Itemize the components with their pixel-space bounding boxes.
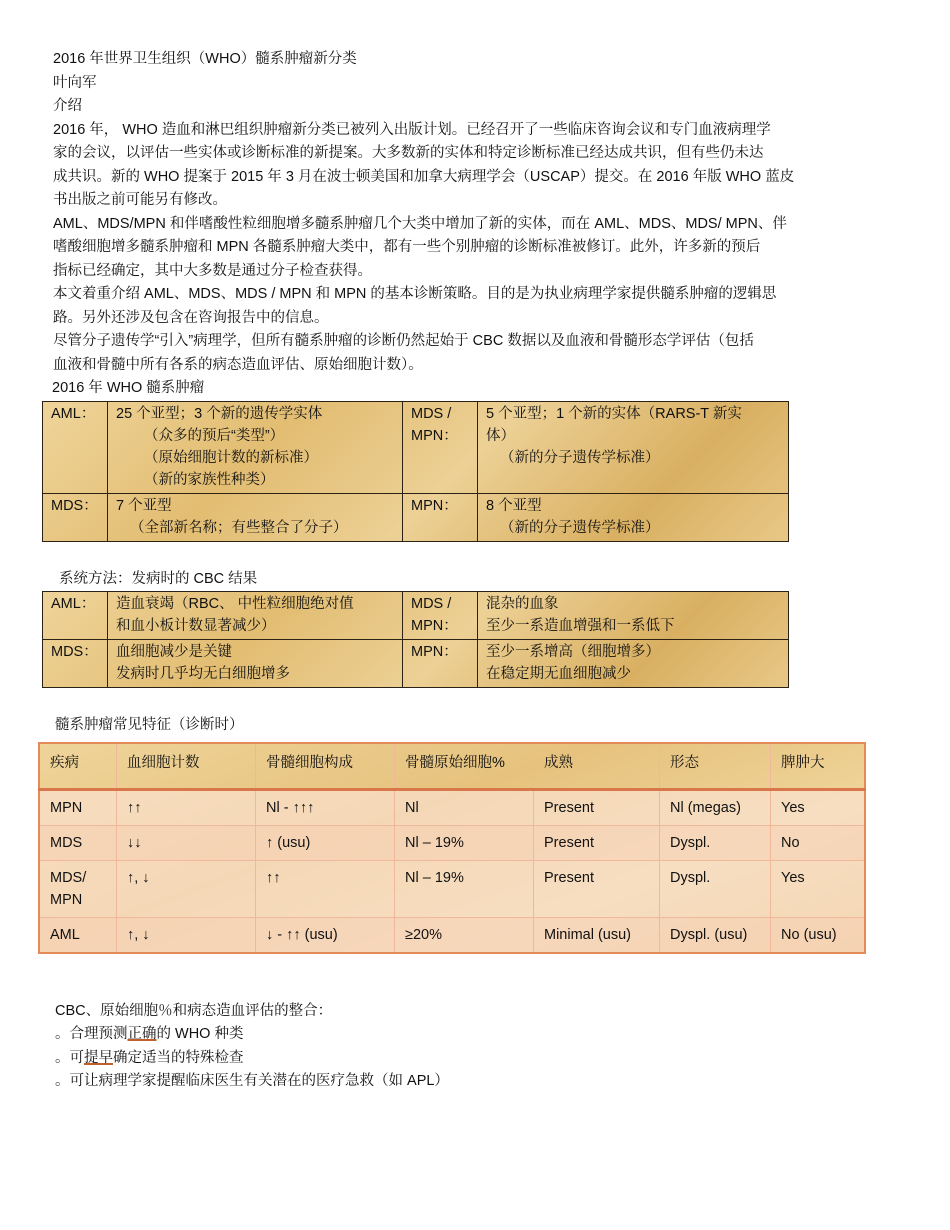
bullet-text: 的 WHO 种类	[156, 1026, 244, 1042]
table-cell: ≥20%	[395, 917, 534, 953]
summary-bullet-2	[55, 1047, 898, 1071]
document-page	[50, 48, 898, 1094]
table-row	[39, 917, 865, 953]
table-cell: Yes	[771, 860, 866, 917]
cbc-approach-table	[42, 591, 789, 688]
cell-line: 和血小板计数显著减少）	[116, 618, 276, 634]
features-table	[38, 742, 866, 954]
cell-line: （众多的预后“类型”）	[144, 427, 285, 444]
para2-line3: 指标已经确定，其中大多数是通过分子检查获得。	[53, 262, 372, 279]
table-cell: ↑↑	[117, 789, 256, 825]
table1-mpn-label: MPN：	[403, 493, 478, 541]
who-classification-table	[42, 401, 789, 542]
para2-line2: 嗜酸细胞增多髓系肿瘤和 MPN 各髓系肿瘤大类中，都有一些个别肿瘤的诊断标准被修订。此外，许多新的预后	[53, 239, 761, 255]
cell-line: 混杂的血象	[486, 596, 559, 612]
cell-line: 至少一系增高（细胞增多）	[486, 644, 660, 660]
table-cell: Nl - ↑↑↑	[256, 789, 395, 825]
para1-line1: 2016 年， WHO 造血和淋巴组织肿瘤新分类已被列入出版计划。已经召开了一些临床咨询会议和专门血液病理学	[53, 121, 771, 138]
table-cell: ↑ (usu)	[256, 825, 395, 860]
cell-line: MDS /	[411, 596, 452, 612]
bullet-text: 。合理预测	[55, 1026, 128, 1042]
table-cell: AML	[39, 917, 117, 953]
table-cell: Present	[534, 825, 660, 860]
table2-aml-label: AML：	[43, 592, 108, 640]
table1-mdsmpn-cell	[478, 401, 789, 493]
bullet-text: 确定适当的特殊检查	[113, 1049, 244, 1066]
table-cell: Nl (megas)	[660, 789, 771, 825]
para1-line4: 书出版之前可能另有修改。	[53, 192, 227, 208]
table-cell: MDS/ MPN	[39, 860, 117, 917]
table1-caption: 2016 年 WHO 髓系肿瘤	[52, 380, 205, 396]
para4-line2: 血液和骨髓中所有各系的病态造血评估、原始细胞计数）。	[53, 356, 423, 373]
table-cell: Dyspl. (usu)	[660, 917, 771, 953]
cell-line: 发病时几乎均无白细胞增多	[116, 666, 290, 682]
cell-line: MPN：	[411, 618, 458, 634]
col-header: 脾肿大	[771, 743, 866, 790]
paragraph-4	[53, 330, 898, 377]
table1-mds-label: MDS：	[43, 493, 108, 541]
summary-bullet-1	[55, 1023, 898, 1047]
cell-line: （原始细胞计数的新标准）	[144, 449, 318, 466]
para3-line1: 本文着重介绍 AML、MDS、MDS / MPN 和 MPN 的基本诊断策略。目的是为执业病理学家提供髓系肿瘤的逻辑思	[53, 286, 777, 302]
paragraph-2	[53, 213, 898, 284]
para1-line3: 成共识。新的 WHO 提案于 2015 年 3 月在波士顿美国和加拿大病理学会（USCAP）提交。在 2016 年版 WHO 蓝皮	[53, 168, 795, 185]
table-cell: ↓↓	[117, 825, 256, 860]
table-cell: ↑, ↓	[117, 917, 256, 953]
doc-author: 叶向军	[53, 74, 97, 91]
col-header: 形态	[660, 743, 771, 790]
table2-mds-cell	[108, 640, 403, 688]
summary-bullet-3: 。可让病理学家提醒临床医生有关潜在的医疗急救（如 APL）	[55, 1073, 449, 1089]
table-cell: Present	[534, 860, 660, 917]
table2-mdsmpn-cell	[478, 592, 789, 640]
intro-heading: 介绍	[53, 98, 82, 114]
cell-line: MDS /	[411, 405, 452, 422]
table-cell: ↑, ↓	[117, 860, 256, 917]
table1-aml-cell	[108, 401, 403, 493]
para4-line1: 尽管分子遗传学“引入”病理学，但所有髓系肿瘤的诊断仍然起始于 CBC 数据以及血液和骨髓形态学评估（包括	[53, 333, 754, 349]
table-row	[39, 789, 865, 825]
para3-line2: 路。另外还涉及包含在咨询报告中的信息。	[53, 309, 329, 326]
table1-aml-label: AML：	[43, 401, 108, 493]
table1-mds-cell	[108, 493, 403, 541]
table-cell: Dyspl.	[660, 825, 771, 860]
table-row	[43, 493, 789, 541]
table-row	[39, 825, 865, 860]
table2-aml-cell	[108, 592, 403, 640]
paragraph-1	[53, 119, 898, 213]
table-cell: No (usu)	[771, 917, 866, 953]
cell-line: 在稳定期无血细胞减少	[486, 666, 631, 682]
table-cell: Nl	[395, 789, 534, 825]
cell-line: （新的分子遗传学标准）	[500, 449, 660, 466]
table-cell: Nl – 19%	[395, 860, 534, 917]
cell-line: 至少一系造血增强和一系低下	[486, 618, 675, 634]
table-cell: Nl – 19%	[395, 825, 534, 860]
paragraph-3	[53, 283, 898, 330]
table2-mdsmpn-label	[403, 592, 478, 640]
table1-mdsmpn-label	[403, 401, 478, 493]
para2-line1: AML、MDS/MPN 和伴嗜酸性粒细胞增多髓系肿瘤几个大类中增加了新的实体，而在 AML、MDS、MDS/ MPN、伴	[53, 215, 787, 232]
table-cell: Present	[534, 789, 660, 825]
table-row	[43, 401, 789, 493]
table-cell: MPN	[39, 789, 117, 825]
table2-caption: 系统方法：发病时的 CBC 结果	[59, 570, 258, 587]
table-row	[43, 592, 789, 640]
col-header: 骨髓细胞构成	[256, 743, 395, 790]
table-cell: Dyspl.	[660, 860, 771, 917]
cell-line: MPN：	[411, 427, 458, 444]
cell-line: 血细胞减少是关键	[116, 644, 232, 660]
table2-mpn-cell	[478, 640, 789, 688]
cell-line: 5 个亚型；1 个新的实体（RARS-T 新实	[486, 405, 742, 422]
col-header: 成熟	[534, 743, 660, 790]
cell-line: 8 个亚型	[486, 497, 542, 514]
cell-line: （新的分子遗传学标准）	[500, 519, 660, 536]
cell-line: （全部新名称；有些整合了分子）	[130, 519, 348, 536]
doc-title: 2016 年世界卫生组织（WHO）髓系肿瘤新分类	[53, 51, 357, 67]
cell-line: 体）	[486, 427, 515, 444]
cell-line: 7 个亚型	[116, 497, 172, 514]
table2-mpn-label: MPN：	[403, 640, 478, 688]
col-header: 骨髓原始细胞%	[395, 743, 534, 790]
summary-heading: CBC、原始细胞％和病态造血评估的整合：	[55, 1002, 333, 1019]
table-cell: Minimal (usu)	[534, 917, 660, 953]
table2-mds-label: MDS：	[43, 640, 108, 688]
summary-section	[55, 1000, 898, 1094]
cell-line: 25 个亚型；3 个新的遗传学实体	[116, 405, 323, 422]
table1-mpn-cell	[478, 493, 789, 541]
table-cell: ↑↑	[256, 860, 395, 917]
table-header-row	[39, 743, 865, 790]
table-cell: No	[771, 825, 866, 860]
table-row	[39, 860, 865, 917]
table-cell: ↓ - ↑↑ (usu)	[256, 917, 395, 953]
table-cell: MDS	[39, 825, 117, 860]
cell-line: 造血衰竭（RBC、 中性粒细胞绝对值	[116, 596, 354, 612]
underlined-text: 正确	[127, 1026, 157, 1042]
para1-line2: 家的会议，以评估一些实体或诊断标准的新提案。大多数新的实体和特定诊断标准已经达成共识，但有些仍未达	[53, 145, 764, 161]
table3-caption: 髓系肿瘤常见特征（诊断时）	[55, 717, 244, 733]
bullet-text: 。可	[55, 1049, 84, 1066]
col-header: 血细胞计数	[117, 743, 256, 790]
table-cell: Yes	[771, 789, 866, 825]
col-header: 疾病	[39, 743, 117, 790]
underlined-text: 提早	[84, 1049, 113, 1066]
cell-line: （新的家族性种类）	[144, 471, 275, 488]
table-row	[43, 640, 789, 688]
